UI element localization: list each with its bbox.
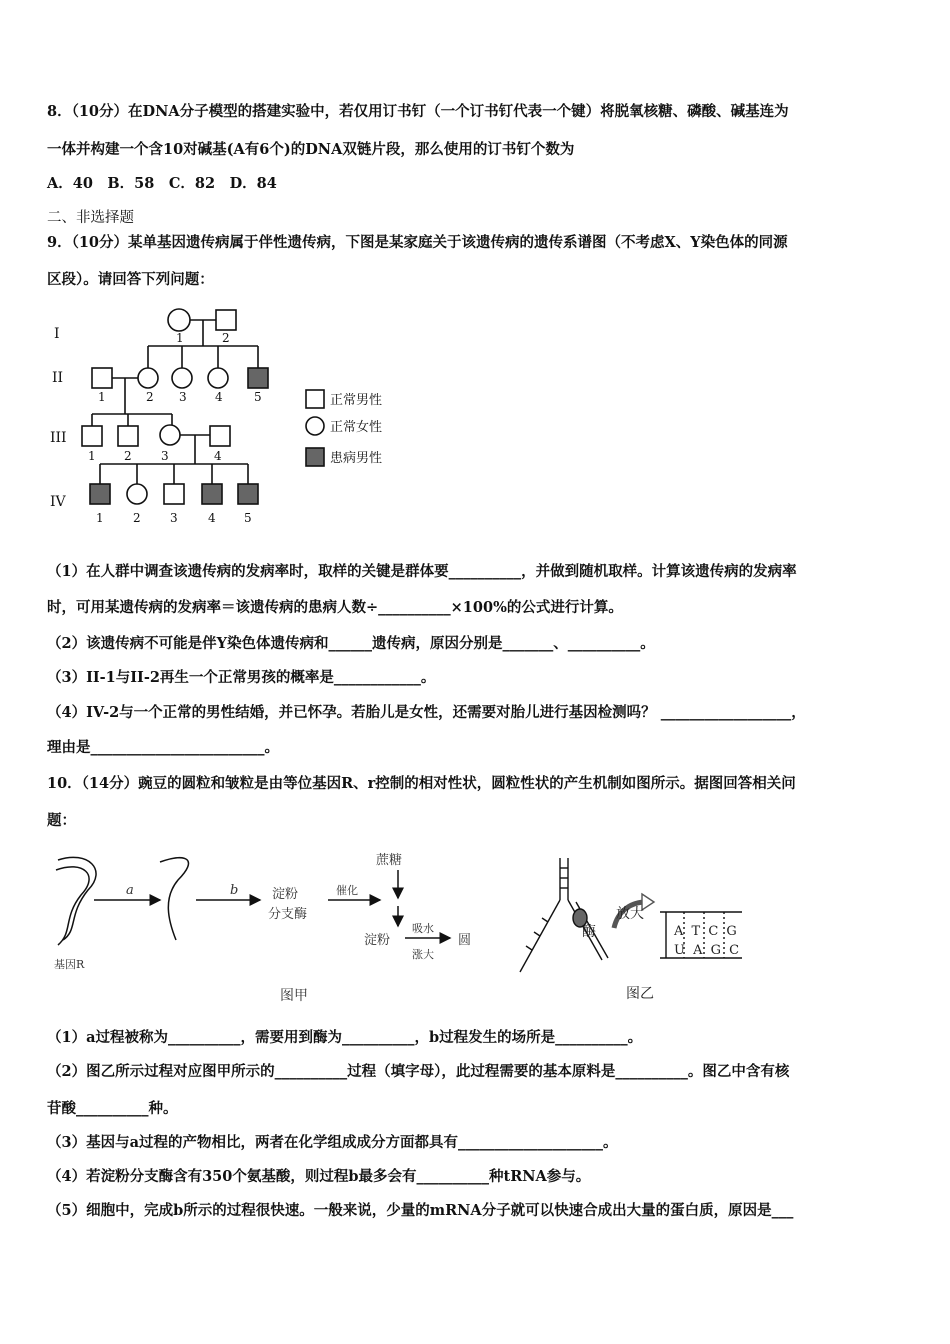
legend-affected-male: 患病男性	[330, 451, 383, 466]
amplify-label: 放大	[616, 906, 644, 922]
svg-text:圆: 圆	[458, 933, 472, 948]
svg-text:涨大: 涨大	[412, 948, 434, 961]
section-heading: 二、非选择题	[47, 210, 134, 226]
process-a-label: a	[126, 883, 134, 898]
svg-text:1: 1	[176, 331, 184, 345]
q9-part1-line2: 时，可用某遗传病的发病率＝该遗传病的患病人数÷__________×100%的公式进行计算。	[47, 599, 623, 616]
q10-part1: （1）a过程被称为__________，需要用到酶为__________，b过程发生的场所是__________。	[47, 1029, 643, 1046]
svg-text:2: 2	[124, 449, 132, 463]
svg-text:2: 2	[133, 511, 141, 525]
pedigree-II3	[172, 368, 192, 388]
rna-strand-bases: U A G C	[674, 943, 742, 958]
pedigree-I2	[216, 310, 236, 330]
svg-text:3: 3	[179, 390, 187, 404]
q10-part2-line1: （2）图乙所示过程对应图甲所示的__________过程（填字母），此过程需要的基本原料是__________。图乙中含有核	[47, 1063, 790, 1080]
pedigree-IV5	[238, 484, 258, 504]
q9-part4-line1: （4）IV-2与一个正常的男性结婚，并已怀孕。若胎儿是女性，还需要对胎儿进行基因检测吗？ __________________，	[47, 704, 806, 721]
svg-text:吸水: 吸水	[412, 922, 434, 935]
q8-stem-line1: 8．（10分）在DNA分子模型的搭建实验中，若仅用订书钉（一个订书钉代表一个键）将脱氧核糖、磷酸、碱基连为	[47, 103, 789, 120]
pedigree-II1	[92, 368, 112, 388]
pedigree-IV3	[164, 484, 184, 504]
q9-part2: （2）该遗传病不可能是伴Y染色体遗传病和______遗传病，原因分别是_______、__________。	[47, 635, 655, 652]
pedigree-II5	[248, 368, 268, 388]
pedigree-I1	[168, 309, 190, 331]
svg-text:3: 3	[170, 511, 178, 525]
svg-text:2: 2	[146, 390, 154, 404]
q9-stem-line2: 区段）。请回答下列问题：	[47, 271, 214, 288]
figure-b-caption: 图乙	[626, 986, 654, 1002]
gen-label-II: II	[52, 370, 64, 386]
figure-row	[48, 840, 768, 1010]
svg-text:1: 1	[88, 449, 96, 463]
svg-text:1: 1	[98, 390, 106, 404]
q10-part2-line2: 苷酸__________种。	[47, 1100, 178, 1117]
legend-normal-male: 正常男性	[330, 393, 383, 408]
pedigree-III1	[82, 426, 102, 446]
pedigree-chart	[48, 302, 408, 537]
svg-text:分支酶: 分支酶	[268, 907, 308, 922]
svg-text:4: 4	[214, 449, 222, 463]
pedigree-III3	[160, 425, 180, 445]
figure-a-caption: 图甲	[280, 988, 308, 1004]
enzyme-label: 酶	[582, 924, 596, 940]
q9-part1-line1: （1）在人群中调查该遗传病的发病率时，取样的关键是群体要__________，并做到随机取样。计算该遗传病的发病率	[47, 563, 797, 580]
svg-text:2: 2	[222, 331, 230, 345]
q9-part4-line2: 理由是________________________。	[47, 739, 279, 756]
svg-text:5: 5	[244, 511, 252, 525]
svg-text:淀粉: 淀粉	[364, 933, 391, 948]
pedigree-III4	[210, 426, 230, 446]
pedigree-II4	[208, 368, 228, 388]
gen-label-I: I	[54, 326, 60, 342]
q10-part3: （3）基因与a过程的产物相比，两者在化学组成成分方面都具有____________________。	[47, 1134, 618, 1151]
svg-text:5: 5	[254, 390, 262, 404]
svg-text:催化: 催化	[336, 884, 358, 897]
svg-text:3: 3	[161, 449, 169, 463]
q10-stem-line2: 题：	[47, 812, 76, 829]
svg-text:淀粉: 淀粉	[272, 887, 299, 902]
pedigree-IV1	[90, 484, 110, 504]
pedigree-IV4	[202, 484, 222, 504]
process-b-label: b	[230, 883, 239, 898]
pedigree-II2	[138, 368, 158, 388]
q8-options: A．40 B．58 C．82 D．84	[47, 175, 277, 192]
svg-text:蔗糖: 蔗糖	[376, 853, 403, 868]
dna-strand-bases: A T C G	[674, 924, 739, 939]
svg-text:1: 1	[96, 511, 104, 525]
pedigree-III2	[118, 426, 138, 446]
q10-part4: （4）若淀粉分支酶含有350个氨基酸，则过程b最多会有__________种tRNA参与。	[47, 1168, 591, 1185]
gene-r-label: 基因R	[54, 958, 85, 971]
q10-stem-line1: 10．（14分）豌豆的圆粒和皱粒是由等位基因R、r控制的相对性状，圆粒性状的产生机制如图所示。据图回答相关问	[47, 775, 796, 792]
gen-label-III: III	[50, 430, 67, 446]
q9-part3: （3）II-1与II-2再生一个正常男孩的概率是____________。	[47, 669, 436, 686]
q8-stem-line2: 一体并构建一个含10对碱基(A有6个)的DNA双链片段，那么使用的订书钉个数为	[47, 141, 575, 158]
svg-text:4: 4	[215, 390, 223, 404]
figure-a	[56, 857, 450, 945]
legend-normal-female: 正常女性	[330, 420, 383, 435]
gen-label-IV: IV	[50, 494, 66, 510]
q9-stem-line1: 9．（10分）某单基因遗传病属于伴性遗传病，下图是某家庭关于该遗传病的遗传系谱图（不考虑X、Y染色体的同源	[47, 234, 788, 251]
svg-text:4: 4	[208, 511, 216, 525]
q10-part5: （5）细胞中，完成b所示的过程很快速。一般来说，少量的mRNA分子就可以快速合成出大量的蛋白质，原因是___	[47, 1202, 794, 1219]
pedigree-IV2	[127, 484, 147, 504]
